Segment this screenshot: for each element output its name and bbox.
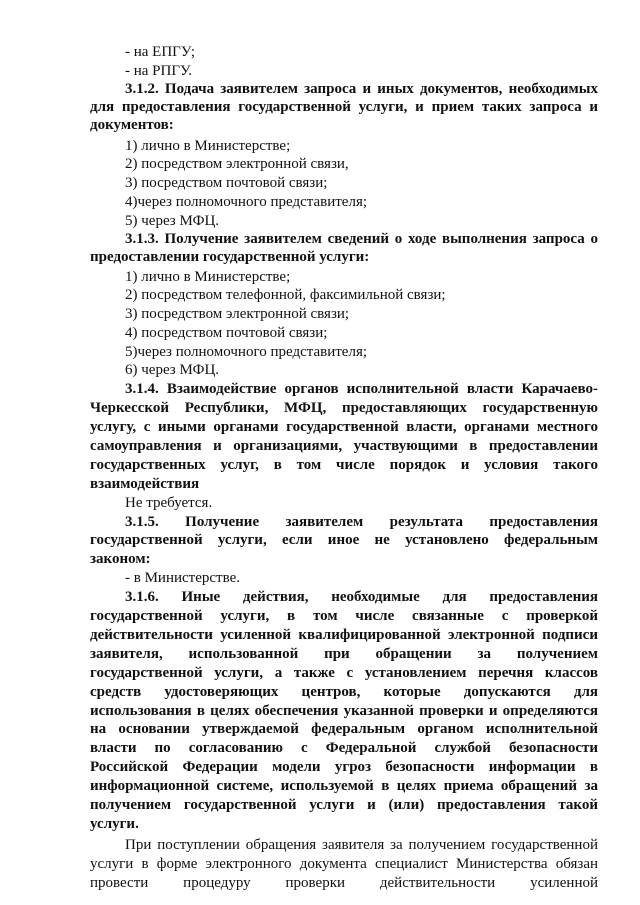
section-heading-3-1-4: 3.1.4. Взаимодействие органов исполнительной власти Карачаево- [125,381,598,397]
section-heading-3-1-6-cont: использования в целях обеспечения указанной проверки и определяются [90,703,598,719]
section-heading-3-1-5: 3.1.5. Получение заявителем результата предоставления [125,514,598,530]
section-heading-3-1-6-cont: услуги. [90,816,139,832]
section-heading-3-1-4-cont: государственных услуг, в том числе порядок и условия такого [90,457,598,473]
list-item: 6) через МФЦ. [125,362,220,378]
list-item: 2) посредством электронной связи, [125,156,349,172]
section-heading-3-1-5-cont: законом: [90,551,151,567]
section-heading-3-1-2: 3.1.2. Подача заявителем запроса и иных документов, необходимых [125,81,598,97]
section-heading-3-1-6-cont: на основании утверждаемой федеральным органом исполнительной [90,721,598,737]
section-heading-3-1-4-cont: услугу, с иными органами государственной власти, органами местного [90,419,598,435]
section-heading-3-1-6-cont: власти по согласованию с Федеральной службой безопасности [90,740,598,756]
section-heading-3-1-6-cont: получением государственной услуги и (или) предоставления такой [90,797,598,813]
list-item: 4) посредством почтовой связи; [125,325,328,341]
list-item: 1) лично в Министерстве; [125,138,291,154]
section-heading-3-1-4-cont: Черкесской Республики, МФЦ, предоставляющих государственную [90,400,598,416]
list-item: 1) лично в Министерстве; [125,269,291,285]
body-text: - в Министерстве. [125,570,240,586]
list-item: 3) посредством почтовой связи; [125,175,328,191]
section-heading-3-1-6-cont: государственной услуги, а также с установлением перечня классов [90,665,598,681]
section-heading-3-1-4-cont: взаимодействия [90,476,200,492]
list-item: 5)через полномочного представителя; [125,344,368,360]
section-heading-3-1-6-cont: заявителя, использованной при обращении за получением [90,646,598,662]
section-heading-3-1-3-cont: предоставлении государственной услуги: [90,249,370,265]
body-text: провести процедуру проверки действительности усиленной [90,875,598,891]
list-item: 3) посредством электронной связи; [125,306,350,322]
section-heading-3-1-6: 3.1.6. Иные действия, необходимые для предоставления [125,589,598,605]
section-heading-3-1-6-cont: информационной системе, используемой в целях приема обращений за [90,778,598,794]
section-heading-3-1-6-cont: действительности усиленной квалифицированной электронной подписи [90,627,598,643]
section-heading-3-1-6-cont: государственной услуги, в том числе связанные с проверкой [90,608,598,624]
body-text: услуги в форме электронного документа специалист Министерства обязан [90,856,598,872]
text-line: - на ЕПГУ; [125,44,196,60]
section-heading-3-1-5-cont: государственной услуги, если иное не установлено федеральным [90,532,598,548]
body-text: При поступлении обращения заявителя за получением государственной [125,837,598,853]
section-heading-3-1-4-cont: самоуправления и организациями, участвующими в предоставлении [90,438,598,454]
section-heading-3-1-2-cont: документов: [90,117,174,133]
text-line: - на РПГУ. [125,63,192,79]
section-heading-3-1-6-cont: Российской Федерации модели угроз безопасности информации в [90,759,598,775]
section-heading-3-1-3: 3.1.3. Получение заявителем сведений о ходе выполнения запроса о [125,231,598,247]
section-heading-3-1-2-cont: для предоставления государственной услуги, и прием таких запроса и [90,99,598,115]
list-item: 4)через полномочного представителя; [125,194,368,210]
list-item: 5) через МФЦ. [125,213,220,229]
body-text: Не требуется. [125,495,213,511]
section-heading-3-1-6-cont: средств удостоверяющих центров, которые допускаются для [90,684,598,700]
list-item: 2) посредством телефонной, факсимильной связи; [125,287,446,303]
